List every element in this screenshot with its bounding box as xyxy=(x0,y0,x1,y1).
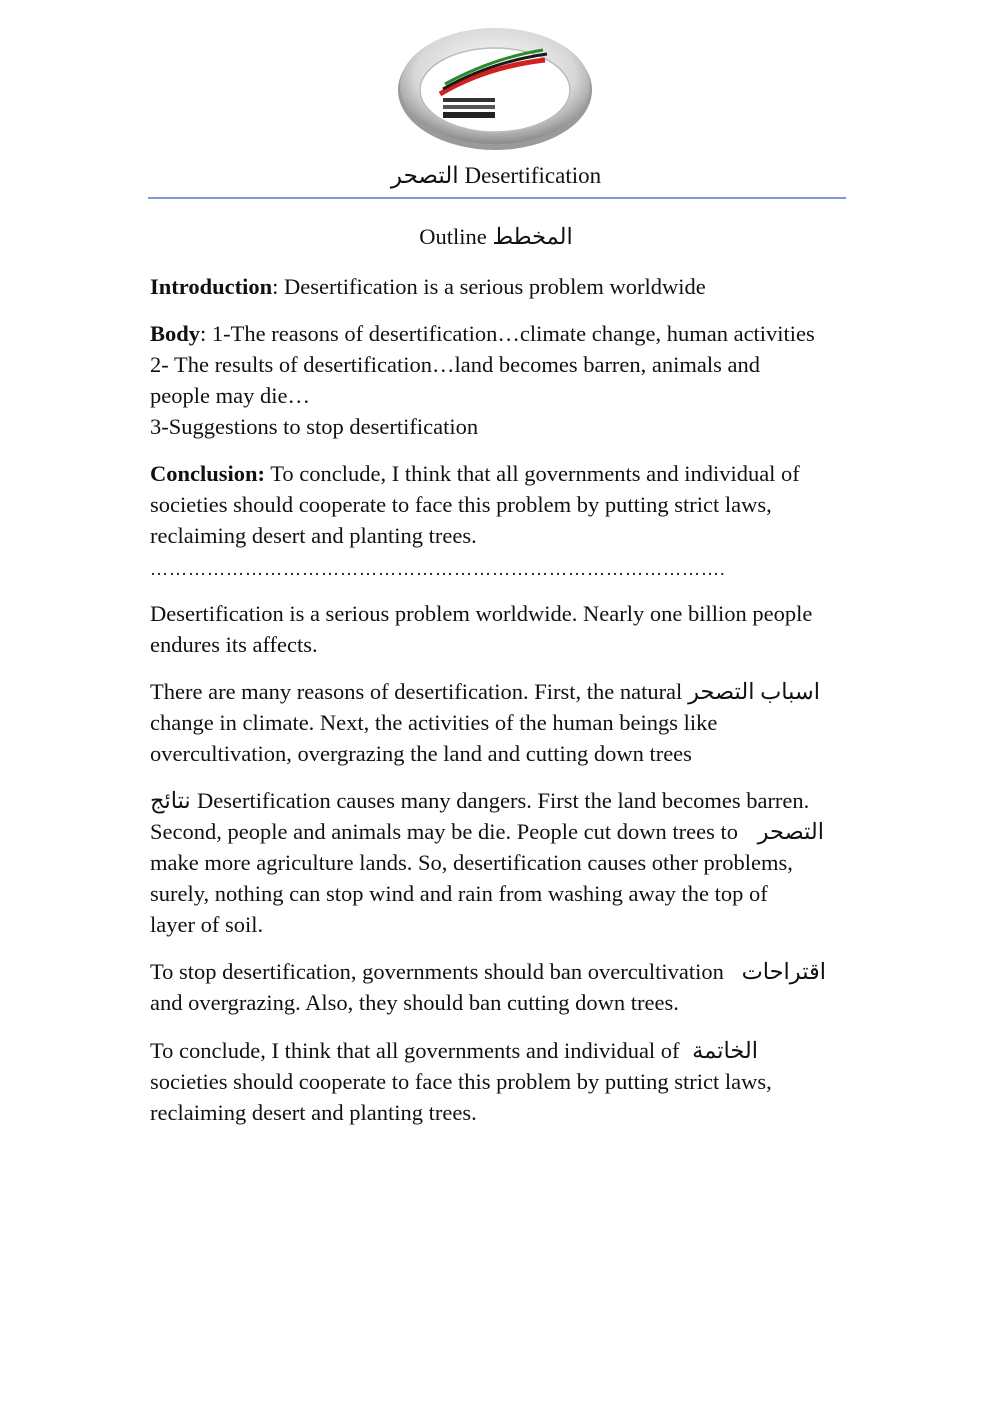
outline-conclusion-line-1 xyxy=(150,458,800,489)
essay-p1-line-1: Desertification is a serious problem worldwide. Nearly one billion people xyxy=(150,601,813,626)
introduction-label: Introduction xyxy=(150,274,273,299)
outline-conclusion-line-3: reclaiming desert and planting trees. xyxy=(150,523,477,548)
introduction-text: : Desertification is a serious problem worldwide xyxy=(272,274,706,299)
essay-p2-line-2: change in climate. Next, the activities of the human beings like xyxy=(150,710,718,735)
outline-heading-arabic: المخطط xyxy=(492,224,573,249)
essay-p3-line-5: layer of soil. xyxy=(150,912,264,937)
essay-p5-line-2: societies should cooperate to face this problem by putting strict laws, xyxy=(150,1069,772,1094)
essay-p4-line-1: To stop desertification, governments should ban overcultivation xyxy=(150,959,724,984)
outline-heading xyxy=(0,224,992,250)
essay-p3-line-3: make more agriculture lands. So, desertification causes other problems, xyxy=(150,850,793,875)
essay-p3-line-4: surely, nothing can stop wind and rain from washing away the top of xyxy=(150,881,768,906)
outline-introduction xyxy=(150,271,706,302)
title-arabic: التصحر xyxy=(390,163,459,188)
school-logo-image xyxy=(395,22,595,152)
outline-body-line-1 xyxy=(150,318,815,349)
margin-note-reasons: اسباب التصحر xyxy=(688,679,820,704)
separator-dots: ………………………………………………………………………………. xyxy=(150,559,726,579)
outline-heading-english: Outline xyxy=(419,224,487,249)
essay-p4-line-2: and overgrazing. Also, they should ban cutting down trees. xyxy=(150,990,679,1015)
essay-p3-line-2: Second, people and animals may be die. People cut down trees to xyxy=(150,819,738,844)
body-text-1: : 1-The reasons of desertification…climate change, human activities xyxy=(200,321,815,346)
conclusion-label: Conclusion: xyxy=(150,461,266,486)
outline-body-line-3: people may die… xyxy=(150,383,310,408)
margin-note-conclusion: الخاتمة xyxy=(692,1038,758,1063)
essay-p1-line-2: endures its affects. xyxy=(150,632,318,657)
essay-p2-line-1: There are many reasons of desertification. First, the natural xyxy=(150,679,683,704)
essay-p3-line-1: Desertification causes many dangers. First the land becomes barren. xyxy=(197,788,810,813)
essay-p2-line-3: overcultivation, overgrazing the land and cutting down trees xyxy=(150,741,692,766)
essay-p5-line-1: To conclude, I think that all governments and individual of xyxy=(150,1038,680,1063)
outline-body-line-4: 3-Suggestions to stop desertification xyxy=(150,414,479,439)
outline-body-line-2: 2- The results of desertification…land becomes barren, animals and xyxy=(150,352,761,377)
outline-conclusion-line-2: societies should cooperate to face this problem by putting strict laws, xyxy=(150,492,772,517)
essay-p5-line-3: reclaiming desert and planting trees. xyxy=(150,1100,477,1125)
margin-note-suggestions: اقتراحات xyxy=(741,959,826,984)
document-title xyxy=(0,163,992,189)
title-divider xyxy=(148,197,846,199)
conclusion-text-1: To conclude, I think that all governments and individual of xyxy=(265,461,800,486)
body-label: Body xyxy=(150,321,201,346)
title-english: Desertification xyxy=(464,163,602,188)
margin-note-results: نتائج xyxy=(150,788,191,813)
margin-note-desertification: التصحر xyxy=(757,819,824,844)
